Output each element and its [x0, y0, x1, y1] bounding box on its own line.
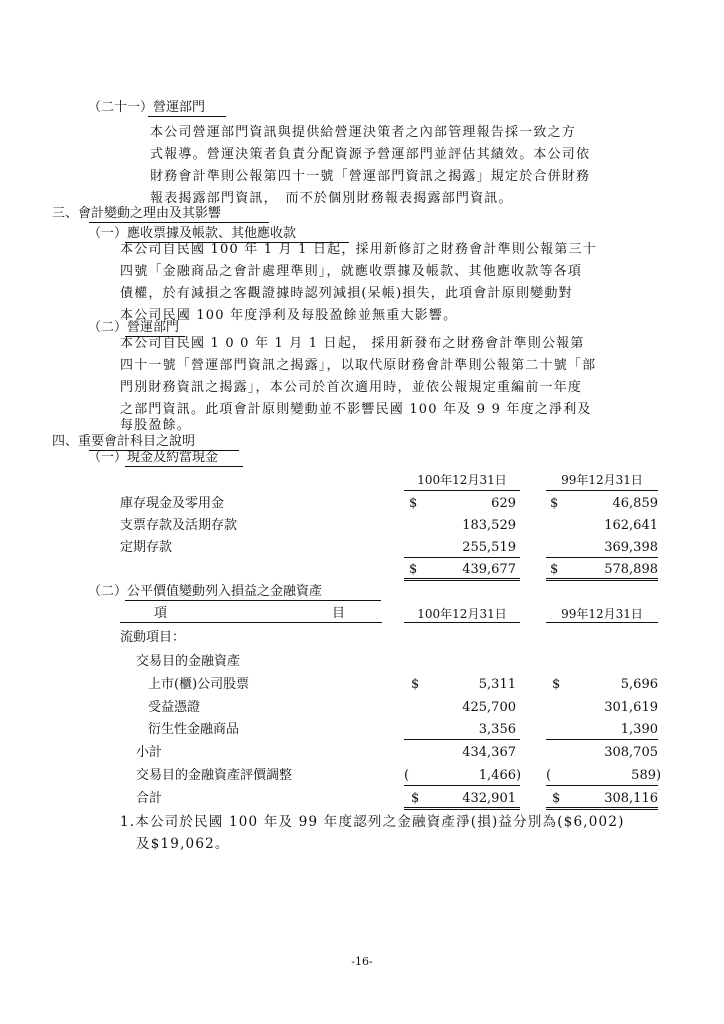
fin-heading: （二）公平價值變動列入損益之金融資產 [88, 584, 323, 599]
cash-row-value-99: 46,859 [612, 496, 658, 511]
fin-row-value-100: 425,700 [462, 700, 516, 715]
currency-sign: $ [550, 496, 559, 511]
fin-adjust-rule [404, 785, 520, 786]
section-21-line-1: 本公司營運部門資訊與提供給營運決策者之內部管理報告採一致之方 [150, 125, 577, 140]
fin-item-header: 項 [154, 606, 168, 621]
section-3-heading-underline [89, 222, 269, 223]
fin-col1-header: 100年12月31日 [417, 607, 507, 621]
fin-adjust-rule [546, 785, 658, 786]
fin-row-value-99: 5,696 [620, 677, 658, 692]
fin-heading-underline [125, 600, 381, 601]
cash-col2-underline [546, 490, 658, 491]
fin-note-line-1: 1.本公司於民國 100 年及 99 年度認列之金融資產淨(損)益分別為($6,002) [120, 814, 625, 830]
fin-adjust-99: 589 [631, 768, 656, 783]
section-21-line-2: 式報導。營運決策者負責分配資源予營運部門並評估其績效。本公司依 [150, 147, 591, 162]
section-21-heading-underline [148, 116, 226, 117]
cash-total-double-rule [546, 578, 658, 581]
currency-sign: $ [409, 562, 418, 577]
cash-heading: （一）現金及約當現金 [88, 450, 219, 465]
page-number: -16- [351, 955, 373, 968]
fin-col2-header: 99年12月31日 [561, 607, 643, 621]
fin-total-double-rule [546, 807, 658, 810]
fin-col2-underline [546, 622, 658, 623]
cash-subtotal-rule [404, 557, 520, 558]
paren-open: ( [404, 768, 410, 783]
fin-row-value-99: 1,390 [620, 722, 658, 737]
cash-col1-underline [404, 490, 520, 491]
fin-item-header-2: 目 [332, 606, 346, 621]
section-3-heading: 三、會計變動之理由及其影響 [52, 206, 222, 221]
cash-row-value-100: 629 [491, 496, 516, 511]
fin-col1-underline [404, 622, 520, 623]
section-3-1-line-4: 本公司民國 100 年度淨利及每股盈餘並無重大影響。 [120, 308, 458, 323]
cash-row-label: 庫存現金及零用金 [120, 496, 225, 511]
fin-total-label: 合計 [136, 791, 163, 806]
cash-row-value-100: 255,519 [462, 540, 516, 555]
fin-adjust-100: 1,466 [478, 768, 516, 783]
section-3-2-line-1: 本公司自民國 1 0 0 年 1 月 1 日起， 採用新發布之財務會計準則公報第 [120, 336, 585, 351]
cash-heading-underline [125, 466, 243, 467]
currency-sign: $ [552, 677, 561, 692]
fin-trading-label: 交易目的金融資產 [136, 654, 241, 669]
currency-sign: $ [409, 496, 418, 511]
section-3-1-line-1: 本公司自民國 100 年 1 月 1 日起，採用新修訂之財務會計準則公報第三十 [120, 242, 597, 257]
cash-subtotal-rule [546, 557, 658, 558]
cash-total-99: 578,898 [604, 562, 658, 577]
section-3-1-line-2: 四號「金融商品之會計處理準則」，就應收票據及帳款、其他應收款等各項 [120, 264, 583, 279]
fin-adjust-label: 交易目的金融資產評價調整 [136, 768, 293, 783]
fin-row-value-100: 3,356 [478, 722, 516, 737]
section-3-2-line-5: 每股盈餘。 [120, 418, 192, 433]
fin-subtotal-rule [404, 739, 520, 740]
fin-row-value-99: 301,619 [604, 700, 658, 715]
fin-current-label: 流動項目： [120, 630, 186, 645]
section-3-2-line-2: 四十一號「營運部門資訊之揭露」，以取代原財務會計準則公報第二十號「部 [120, 358, 597, 373]
section-21-line-4: 報表揭露部門資訊， 而不於個別財務報表揭露部門資訊。 [150, 191, 513, 206]
fin-row-label: 上市(櫃)公司股票 [148, 677, 250, 692]
fin-total-99: 308,116 [604, 791, 658, 806]
section-3-2-heading: （二）營運部門 [88, 320, 180, 335]
cash-row-value-99: 162,641 [604, 518, 658, 533]
section-4-heading: 四、重要會計科目之說明 [52, 434, 196, 449]
section-3-2-line-4: 之部門資訊。此項會計原則變動並不影響民國 100 年及 9 9 年度之淨利及 [120, 402, 592, 417]
section-21-line-3: 財務會計準則公報第四十一號「營運部門資訊之揭露」規定於合併財務 [150, 169, 591, 184]
currency-sign: $ [411, 791, 420, 806]
fin-row-label: 受益憑證 [148, 700, 201, 715]
fin-note-line-2: 及$19,062。 [136, 836, 230, 852]
cash-col1-header: 100年12月31日 [417, 473, 507, 487]
cash-row-value-99: 369,398 [604, 540, 658, 555]
cash-row-value-100: 183,529 [462, 518, 516, 533]
cash-total-double-rule [404, 578, 520, 581]
cash-total-100: 439,677 [462, 562, 516, 577]
fin-total-100: 432,901 [462, 791, 516, 806]
fin-item-underline [120, 622, 382, 623]
paren-close: ) [516, 768, 522, 783]
fin-subtotal-100: 434,367 [462, 745, 516, 760]
section-21-heading: （二十一）營運部門 [88, 100, 206, 115]
fin-subtotal-label: 小計 [136, 745, 163, 760]
currency-sign: $ [411, 677, 420, 692]
paren-open: ( [546, 768, 552, 783]
section-3-1-heading: （一）應收票據及帳款、其他應收款 [88, 226, 297, 241]
cash-row-label: 支票存款及活期存款 [120, 518, 238, 533]
section-3-1-line-3: 債權，於有減損之客觀證據時認列減損(呆帳)損失，此項會計原則變動對 [120, 286, 573, 301]
paren-close: ) [656, 768, 662, 783]
cash-row-label: 定期存款 [120, 540, 173, 555]
currency-sign: $ [550, 562, 559, 577]
fin-subtotal-99: 308,705 [604, 745, 658, 760]
cash-col2-header: 99年12月31日 [561, 473, 643, 487]
fin-row-value-100: 5,311 [478, 677, 516, 692]
currency-sign: $ [552, 791, 561, 806]
section-3-2-line-3: 門別財務資訊之揭露」，本公司於首次適用時，並依公報規定重編前一年度 [120, 380, 583, 395]
fin-total-double-rule [404, 807, 520, 810]
fin-row-label: 衍生性金融商品 [148, 722, 240, 737]
fin-subtotal-rule [546, 739, 658, 740]
